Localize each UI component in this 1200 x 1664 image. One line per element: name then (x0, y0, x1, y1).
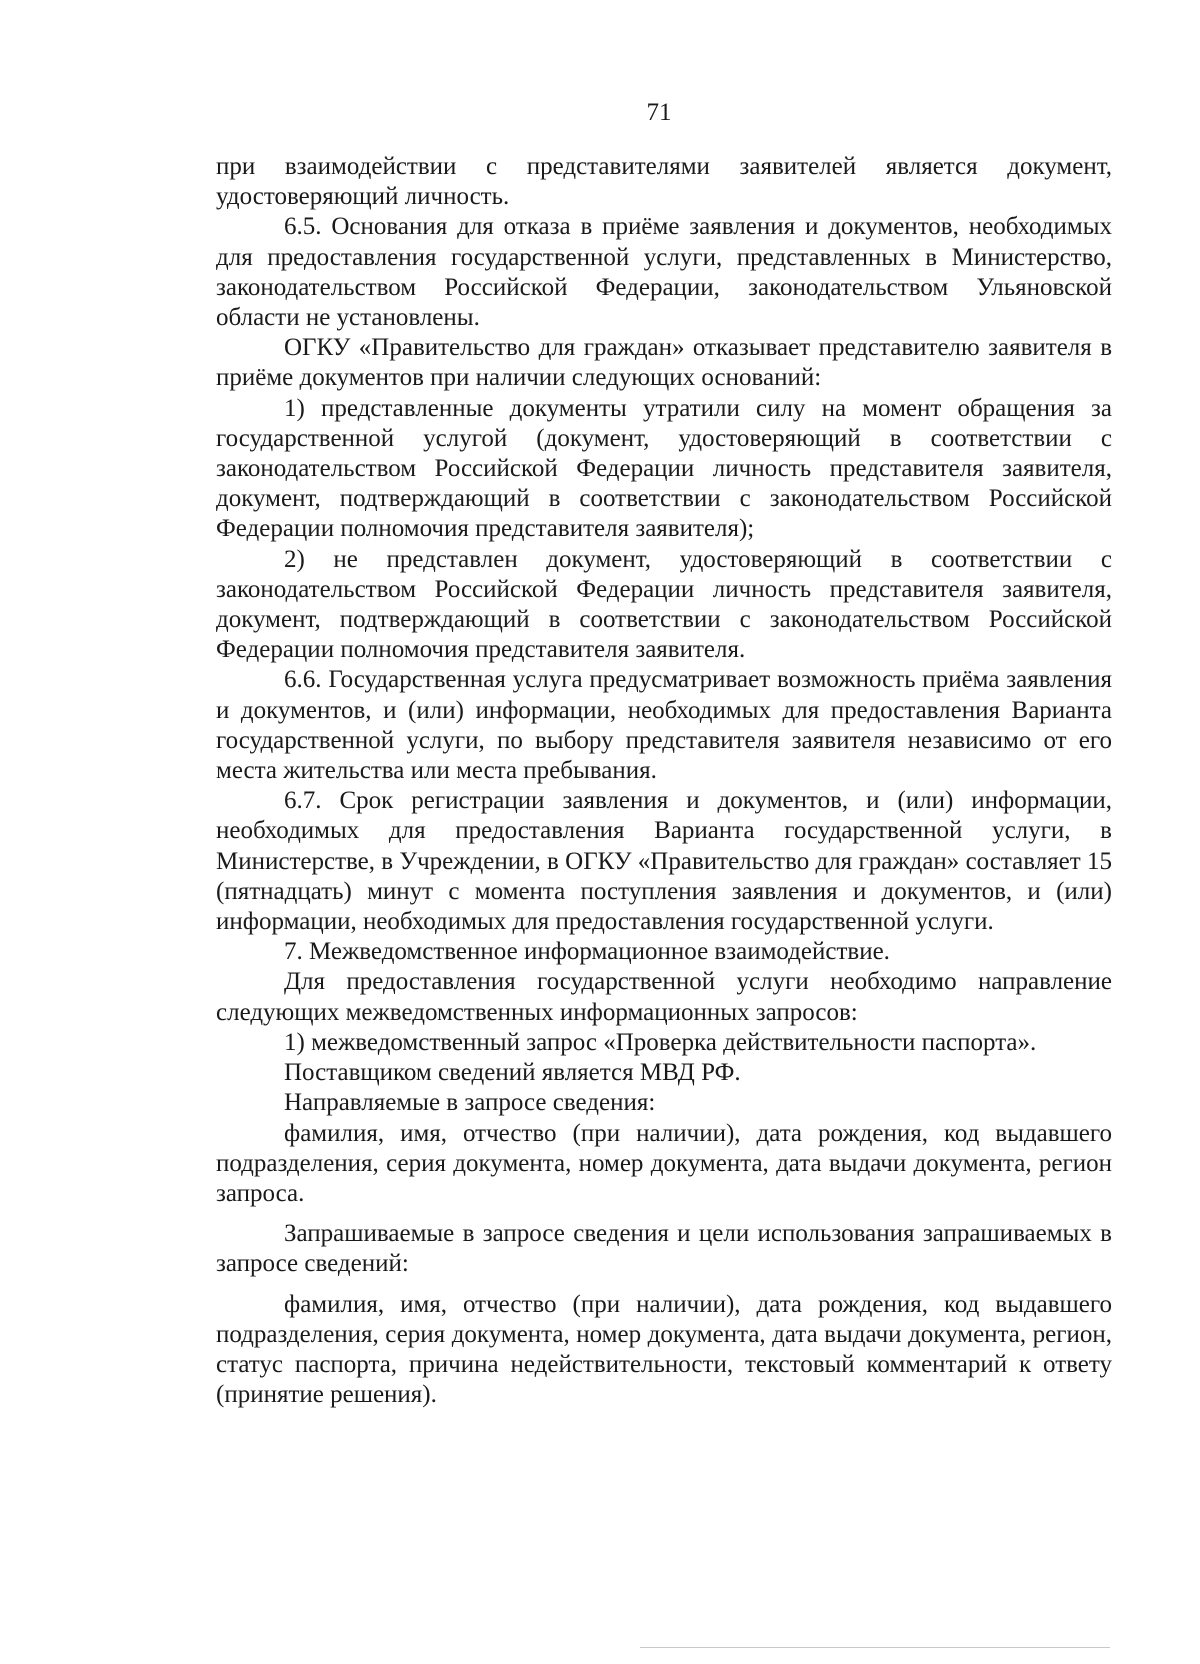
paragraph-ground-1: 1) представленные документы утратили силу на момент обращения за государственной услугой (документ, удостоверяющий в соответствии с законодательством Российской Федерации личность представителя заявителя, документ, подтверждающий в соответствии с законодательством Российской Федерации полномочия представителя заявителя); (216, 394, 1112, 543)
paragraph-continuation: при взаимодействии с представителями заявителей является документ, удостоверяющий личность. (216, 153, 1112, 211)
paragraph-ground-2: 2) не представлен документ, удостоверяющий в соответствии с законодательством Российской Федерации личность представителя заявителя, документ, подтверждающий в соответствии с законодательством Российской Федерации полномочия представителя заявителя. (216, 545, 1112, 664)
paragraph-refusal-grounds-intro: ОГКУ «Правительство для граждан» отказывает представителю заявителя в приёме документов при наличии следующих оснований: (216, 334, 1112, 392)
paragraph-requests-intro: Для предоставления государственной услуги необходимо направление следующих межведомственных информационных запросов: (216, 968, 1112, 1026)
paragraph-requested-data: фамилия, имя, отчество (при наличии), дата рождения, код выдавшего подразделения, серия документа, номер документа, дата выдачи документа, регион, статус паспорта, причина недействительности, текстовый комментарий к ответу (принятие решения). (216, 1290, 1112, 1409)
document-body (216, 152, 1112, 1410)
paragraph-6-5: 6.5. Основания для отказа в приёме заявления и документов, необходимых для предоставления государственной услуги, представленных в Министерство, законодательством Российской Федерации, законодательством Ульяновской области не установлены. (216, 213, 1112, 332)
paragraph-section-7-heading: 7. Межведомственное информационное взаимодействие. (284, 938, 890, 966)
paragraph-request-1: 1) межведомственный запрос «Проверка действительности паспорта». (284, 1028, 1037, 1056)
paragraph-sent-data: фамилия, имя, отчество (при наличии), дата рождения, код выдавшего подразделения, серия документа, номер документа, дата выдачи документа, регион запроса. (216, 1119, 1112, 1207)
paragraph-requested-data-heading: Запрашиваемые в запросе сведения и цели использования запрашиваемых в запросе сведений: (216, 1220, 1112, 1278)
paragraph-sent-data-heading: Направляемые в запросе сведения: (284, 1089, 656, 1117)
paragraph-6-7: 6.7. Срок регистрации заявления и документов, и (или) информации, необходимых для предоставления Варианта государственной услуги, в Министерстве, в Учреждении, в ОГКУ «Правительство для граждан» составляет 15 (пятнадцать) минут с момента поступления заявления и документов, и (или) информации, необходимых для предоставления государственной услуги. (216, 787, 1112, 936)
page-number: 71 (646, 99, 672, 126)
paragraph-6-6: 6.6. Государственная услуга предусматривает возможность приёма заявления и документов, и (или) информации, необходимых для предоставления Варианта государственной услуги, по выбору представителя заявителя независимо от его места жительства или места пребывания. (216, 666, 1112, 785)
bottom-divider (640, 1647, 1110, 1648)
paragraph-provider: Поставщиком сведений является МВД РФ. (284, 1059, 741, 1087)
